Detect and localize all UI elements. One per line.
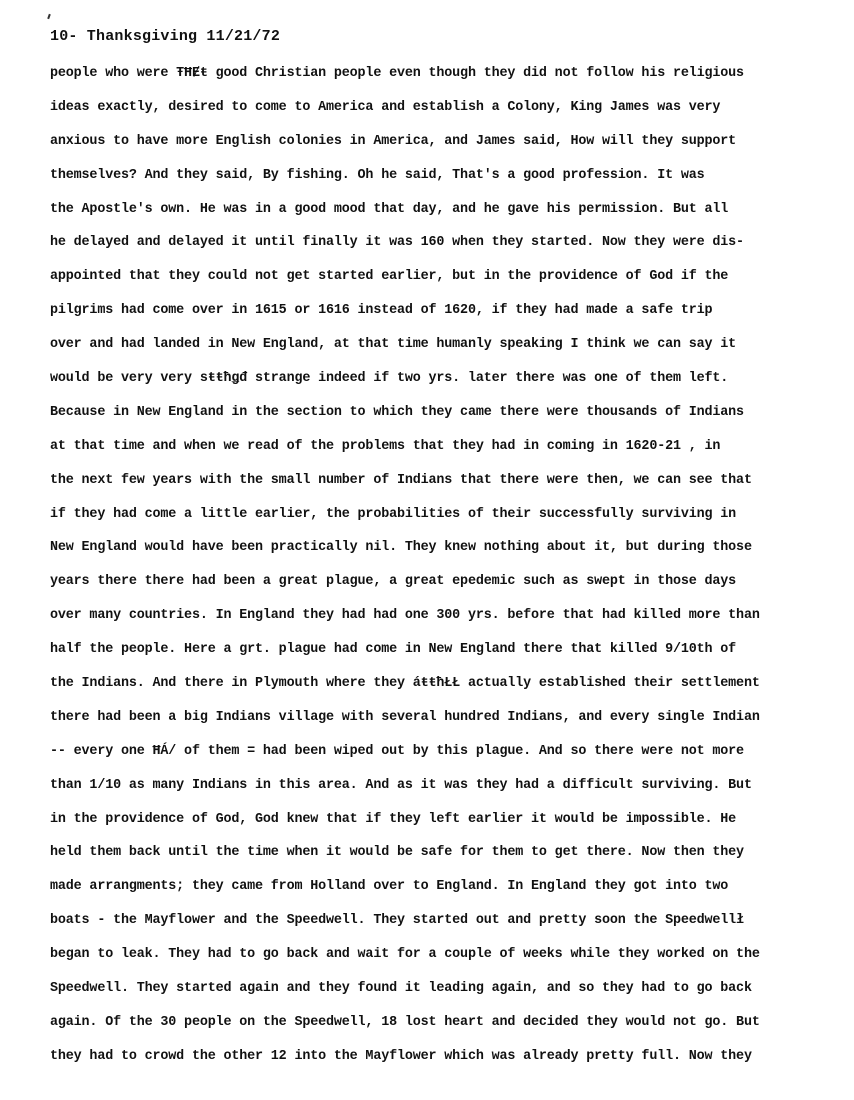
text-line: over many countries. In England they had had one 300 yrs. before that had killed more than	[50, 608, 760, 624]
text-line: ideas exactly, desired to come to America and establish a Colony, King James was very	[50, 99, 721, 115]
text-line: boats - the Mayflower and the Speedwell. They started out and pretty soon the Speedwellł	[50, 913, 744, 929]
text-line: if they had come a little earlier, the probabilities of their successfully surviving in	[50, 506, 737, 522]
text-line: would be very very sŧŧħǥđ strange indeed if two yrs. later there was one of them left.	[50, 371, 729, 387]
text-line: themselves? And they said, By fishing. Oh he said, That's a good profession. It was	[50, 167, 705, 183]
text-line: half the people. Here a grt. plague had come in New England there that killed 9/10th of	[50, 642, 737, 658]
text-line: people who were ŦĦɆŧ good Christian people even though they did not follow his religious	[50, 66, 744, 81]
text-line: years there there had been a great plague, a great epedemic such as swept in those days	[50, 574, 737, 590]
body-text	[50, 57, 820, 1074]
text-line: New England would have been practically nil. They knew nothing about it, but during those	[50, 540, 752, 556]
text-line: the next few years with the small number of Indians that there were then, we can see that	[50, 472, 752, 488]
page-header: 10- Thanksgiving 11/21/72	[50, 28, 281, 45]
text-line: appointed that they could not get started earlier, but in the providence of God if the	[50, 269, 729, 285]
text-line: again. Of the 30 people on the Speedwell, 18 lost heart and decided they would not go. But	[50, 1014, 760, 1030]
text-line: held them back until the time when it would be safe for them to get there. Now then they	[50, 845, 744, 861]
text-line: over and had landed in New England, at that time humanly speaking I think we can say it	[50, 337, 737, 353]
text-line: Speedwell. They started again and they found it leading again, and so they had to go back	[50, 981, 752, 997]
text-line: the Indians. And there in Plymouth where they áŧŧħŁŁ actually established their settlement	[50, 676, 760, 692]
text-line: began to leak. They had to go back and wait for a couple of weeks while they worked on the	[50, 947, 760, 963]
text-line: in the providence of God, God knew that if they left earlier it would be impossible. He	[50, 811, 737, 827]
text-line: he delayed and delayed it until finally it was 160 when they started. Now they were dis-	[50, 235, 744, 251]
text-line: made arrangments; they came from Holland over to England. In England they got into two	[50, 879, 729, 895]
text-line: there had been a big Indians village with several hundred Indians, and every single Indian	[50, 709, 760, 725]
text-line: anxious to have more English colonies in America, and James said, How will they support	[50, 133, 737, 149]
text-line: they had to crowd the other 12 into the Mayflower which was already pretty full. Now they	[50, 1048, 752, 1064]
text-line: -- every one ĦÁ/ of them = had been wiped out by this plague. And so there were not more	[50, 743, 744, 759]
text-line: pilgrims had come over in 1615 or 1616 instead of 1620, if they had made a safe trip	[50, 303, 713, 319]
text-line: Because in New England in the section to which they came there were thousands of Indians	[50, 404, 744, 420]
text-line: at that time and when we read of the problems that they had in coming in 1620-21 , in	[50, 438, 721, 454]
text-line: than 1/10 as many Indians in this area. And as it was they had a difficult surviving. But	[50, 777, 752, 793]
ink-mark	[47, 14, 51, 19]
text-line: the Apostle's own. He was in a good mood that day, and he gave his permission. But all	[50, 201, 729, 217]
